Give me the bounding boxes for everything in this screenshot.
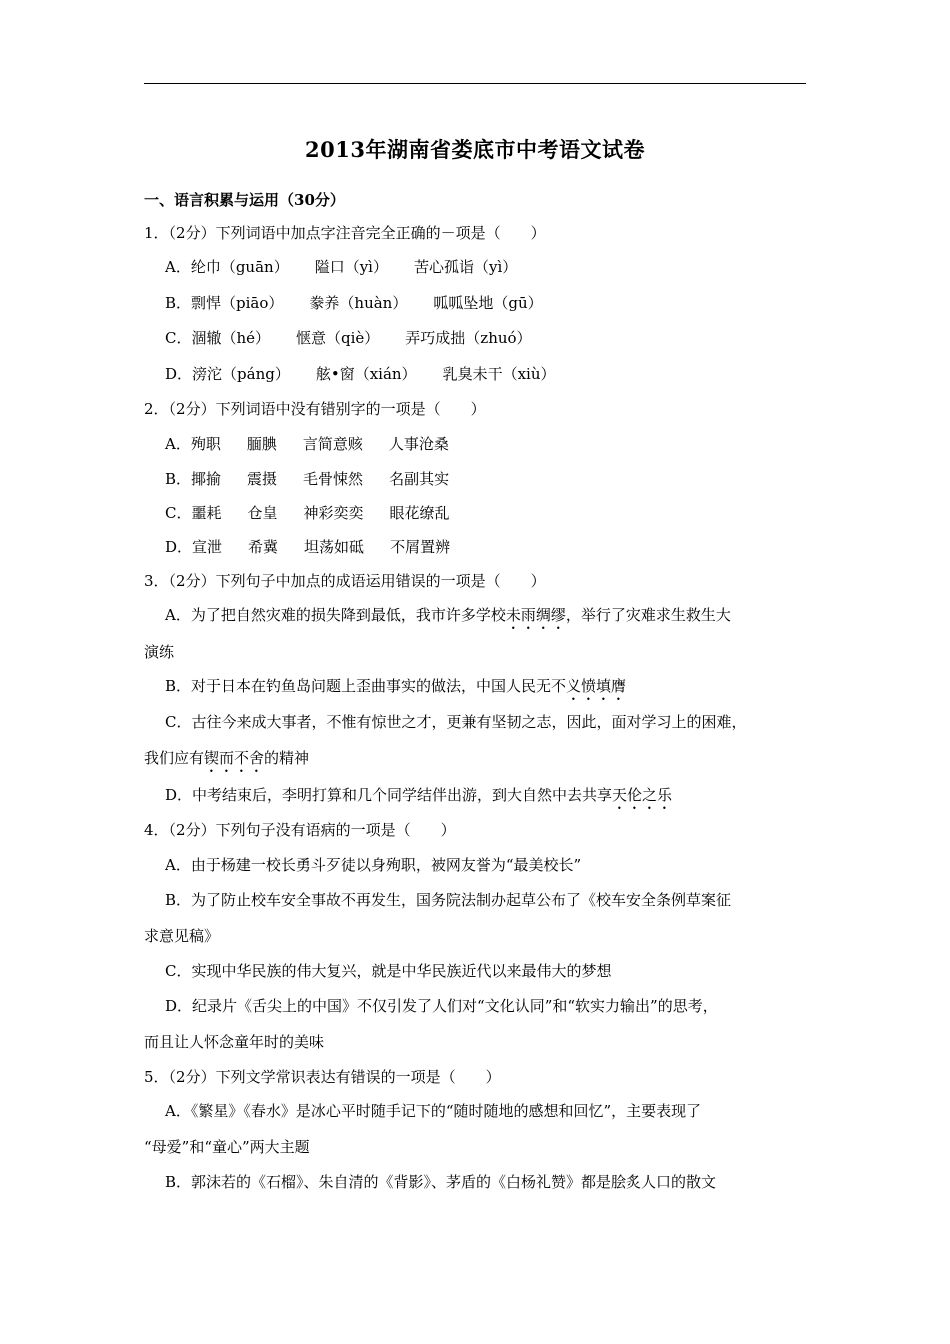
option-text: 呱呱坠地（gū） — [433, 294, 543, 312]
question-1-option-c — [165, 327, 532, 349]
option-text: 仓皇 — [247, 504, 278, 522]
dotted-idiom: 锲而不舍 — [204, 749, 265, 767]
question-1-option-b — [165, 292, 543, 314]
option-text: A．殉职 — [165, 435, 221, 453]
question-5-option-a-cont: “母爱”和“童心”两大主题 — [144, 1138, 310, 1156]
question-3-stem: 3．（2分）下列句子中加点的成语运用错误的一项是（ ） — [144, 572, 546, 590]
question-2-option-a — [165, 433, 449, 455]
option-text: 乳臭未干（xiù） — [442, 365, 556, 383]
option-text: 希冀 — [248, 538, 279, 556]
question-4-option-d: D．纪录片《舌尖上的中国》不仅引发了人们对“文化认同”和“软实力输出”的思考， — [165, 997, 718, 1015]
option-text: A．为了把自然灾难的损失降到最低，我市许多学校 — [165, 606, 506, 624]
option-text: 言简意赅 — [302, 435, 363, 453]
option-text: C．噩耗 — [165, 504, 222, 522]
option-text: 震摄 — [247, 470, 278, 488]
option-text: 坦荡如砥 — [304, 538, 365, 556]
question-5-stem: 5．（2分）下列文学常识表达有错误的一项是（ ） — [144, 1068, 501, 1086]
question-4-option-b: B．为了防止校车安全事故不再发生，国务院法制办起草公布了《校车安全条例草案征 — [165, 891, 732, 909]
question-3-option-d — [165, 784, 672, 813]
question-2-option-c — [165, 502, 450, 524]
question-4-option-a: A．由于杨建一校长勇斗歹徒以身殉职，被网友誉为“最美校长” — [165, 856, 582, 874]
question-2-option-d — [165, 536, 450, 558]
question-4-option-d-cont: 而且让人怀念童年时的美味 — [144, 1033, 325, 1051]
option-text: 的精神 — [264, 749, 310, 767]
question-4-stem: 4．（2分）下列句子没有语病的一项是（ ） — [144, 821, 456, 839]
question-2-option-b — [165, 468, 449, 490]
question-3-option-a-cont: 演练 — [144, 643, 175, 661]
option-text: A．纶巾（guān） — [165, 258, 289, 276]
question-2-stem: 2．（2分）下列词语中没有错别字的一项是（ ） — [144, 400, 486, 418]
question-4-option-b-cont: 求意见稿》 — [144, 927, 220, 945]
question-1-option-a — [165, 256, 517, 278]
option-text: 不屑置辨 — [390, 538, 451, 556]
header-rule — [144, 83, 806, 84]
option-text: 人事沧桑 — [388, 435, 449, 453]
question-4-option-c: C．实现中华民族的伟大复兴，就是中华民族近代以来最伟大的梦想 — [165, 962, 612, 980]
option-text: 神彩奕奕 — [303, 504, 364, 522]
option-text: ，举行了灾难求生救生大 — [565, 606, 731, 624]
dotted-idiom: 天伦之乐 — [612, 786, 673, 804]
question-1-stem: 1．（2分）下列词语中加点字注音完全正确的－项是（ ） — [144, 224, 546, 242]
question-3-option-c-cont — [144, 747, 309, 776]
option-text: D．中考结束后，李明打算和几个同学结伴出游，到大自然中去共享 — [165, 786, 613, 804]
option-text: B．揶揄 — [165, 470, 222, 488]
option-text: 惬意（qiè） — [296, 329, 380, 347]
question-5-option-a: A．《繁星》《春水》是冰心平时随手记下的“随时随地的感想和回忆”，主要表现了 — [165, 1102, 702, 1120]
option-text: 舷•窗（xián） — [315, 365, 417, 383]
question-1-option-d — [165, 363, 555, 385]
question-3-option-c: C．古往今来成大事者，不惟有惊世之才，更兼有坚韧之志，因此，面对学习上的困难， — [165, 713, 747, 731]
question-5-option-b: B．郭沫若的《石榴》、朱自清的《背影》、茅盾的《白杨礼赞》都是脍炙人口的散文 — [165, 1173, 717, 1191]
option-text: 我们应有 — [144, 749, 205, 767]
dotted-idiom: 义愤填膺 — [566, 677, 627, 695]
option-text: 眼花缭乱 — [389, 504, 450, 522]
option-text: 豢养（huàn） — [309, 294, 408, 312]
question-3-option-b — [165, 675, 626, 704]
option-text: B．剽悍（piāo） — [165, 294, 284, 312]
option-text: D．宣泄 — [165, 538, 223, 556]
option-text: 苦心孤诣（yì） — [413, 258, 518, 276]
option-text: D．滂沱（páng） — [165, 365, 290, 383]
question-3-option-a — [165, 604, 731, 633]
page-title: 2013年湖南省娄底市中考语文试卷 — [305, 137, 645, 162]
option-text: B．对于日本在钓鱼岛问题上歪曲事实的做法，中国人民无不 — [165, 677, 567, 695]
option-text: 隘口（yì） — [314, 258, 388, 276]
option-text: 腼腆 — [246, 435, 277, 453]
dotted-idiom: 未雨绸缪 — [505, 606, 566, 624]
section-heading: 一、语言积累与运用（30分） — [144, 191, 345, 209]
option-text: C．涸辙（hé） — [165, 329, 271, 347]
option-text: 毛骨悚然 — [303, 470, 364, 488]
option-text: 弄巧成拙（zhuó） — [405, 329, 532, 347]
option-text: 名副其实 — [389, 470, 450, 488]
